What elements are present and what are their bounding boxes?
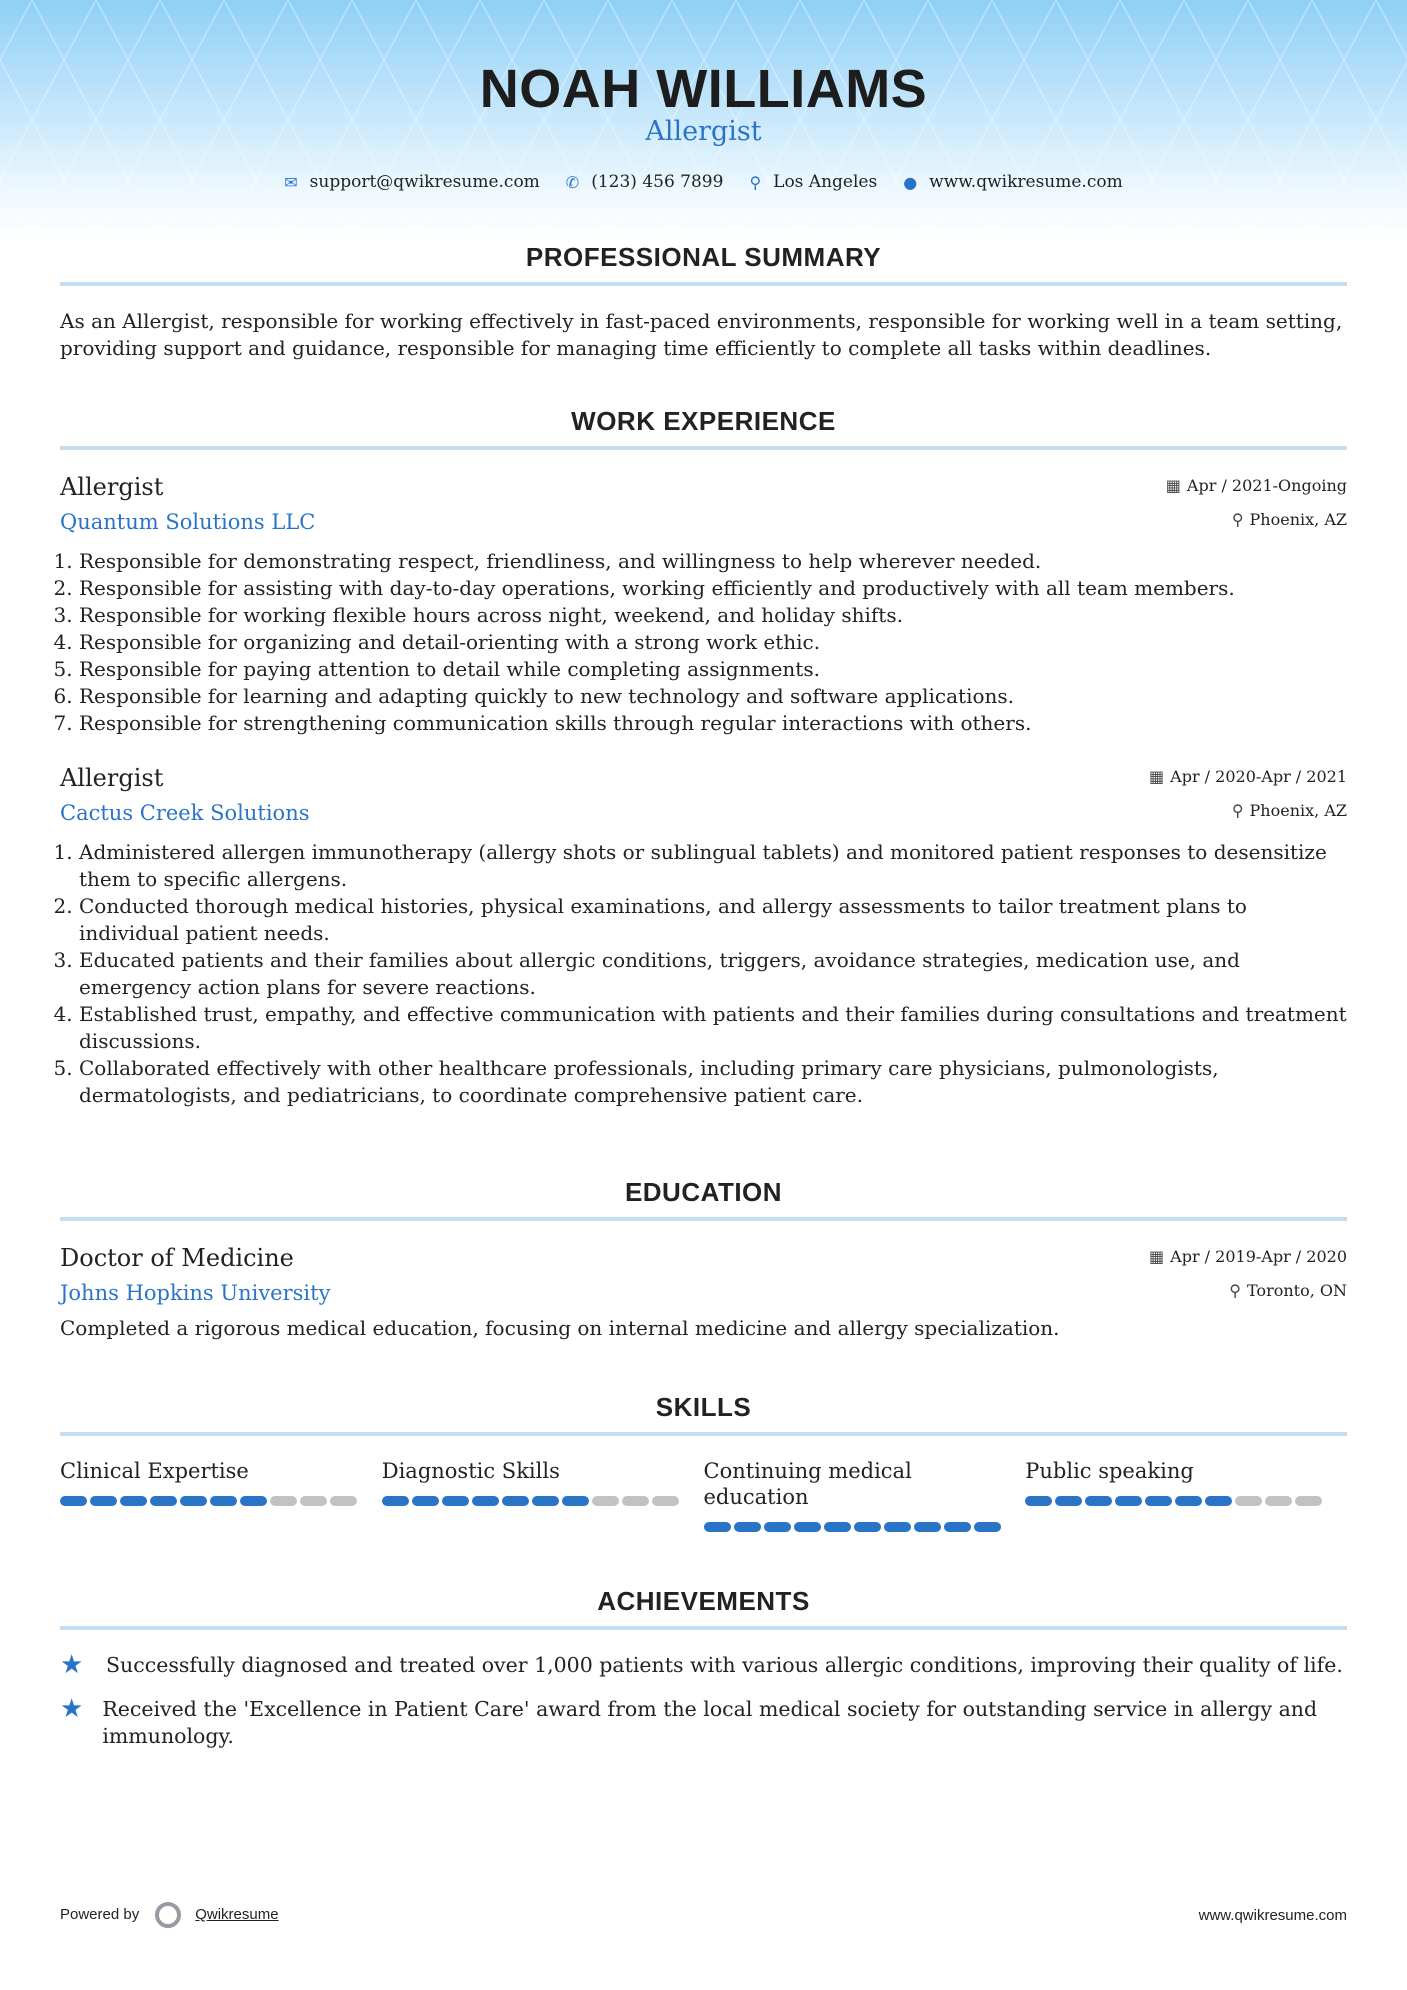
- pin-icon: ⚲: [1231, 510, 1244, 529]
- rating-dot: [412, 1496, 439, 1506]
- list-item: 2. Conducted thorough medical histories, physical examinations, and allergy assessments to tailor treatment plans to individual patient needs.: [79, 893, 1347, 947]
- brand-link[interactable]: Qwikresume: [195, 1905, 279, 1923]
- responsibility-list: [60, 839, 1347, 1109]
- powered-by: Powered by: [60, 1905, 140, 1923]
- job-title: Allergist: [60, 764, 164, 792]
- rating-dot: [914, 1522, 941, 1532]
- list-item: 5. Responsible for paying attention to detail while completing assignments.: [79, 656, 1347, 683]
- rating-dot: [1085, 1496, 1112, 1506]
- list-item: 2. Responsible for assisting with day-to-day operations, working efficiently and productively with all team members.: [79, 575, 1347, 602]
- map-pin-icon: ⚲: [749, 172, 762, 192]
- skills-section: [60, 1386, 1347, 1532]
- list-item: 4. Responsible for organizing and detail-orienting with a strong work ethic.: [79, 629, 1347, 656]
- job-dates: ▦ Apr / 2020-Apr / 2021: [1149, 767, 1347, 786]
- job-title: Allergist: [60, 473, 164, 501]
- skill-rating: [382, 1496, 704, 1506]
- rating-dot: [90, 1496, 117, 1506]
- achievement-item: ★ Received the 'Excellence in Patient Care' award from the local medical society for outstanding service in allergy and immunology.: [60, 1694, 1318, 1748]
- school: Johns Hopkins University: [60, 1281, 331, 1305]
- section-heading: SKILLS: [655, 1392, 752, 1422]
- section-heading: WORK EXPERIENCE: [571, 406, 836, 436]
- list-item: 4. Established trust, empathy, and effective communication with patients and their families during consultations and treatment discussions.: [79, 1001, 1347, 1055]
- list-item: 1. Administered allergen immunotherapy (allergy shots or sublingual tablets) and monitored patient responses to desensitize them to specific allergens.: [79, 839, 1347, 893]
- list-item: 7. Responsible for strengthening communication skills through regular interactions with others.: [79, 710, 1347, 737]
- pin-icon: ⚲: [1231, 801, 1244, 820]
- phone: (123) 456 7899: [591, 172, 724, 192]
- skill-name: Clinical Expertise: [60, 1459, 249, 1483]
- location: Los Angeles: [773, 172, 878, 192]
- divider: [60, 1432, 1347, 1436]
- divider: [60, 282, 1347, 286]
- rating-dot: [824, 1522, 851, 1532]
- skill-rating: [60, 1496, 382, 1506]
- skill-rating: [704, 1522, 1026, 1532]
- calendar-icon: ▦: [1149, 767, 1165, 786]
- footer: [60, 1902, 1347, 1928]
- rating-dot: [180, 1496, 207, 1506]
- section-heading: ACHIEVEMENTS: [597, 1586, 810, 1616]
- divider: [60, 446, 1347, 450]
- skill-name: Continuing medical education: [703, 1459, 912, 1509]
- job-entry: [60, 472, 1347, 737]
- email-link[interactable]: support@qwikresume.com: [309, 172, 540, 192]
- education-section: [60, 1171, 1347, 1342]
- education-text: Completed a rigorous medical education, focusing on internal medicine and allergy specialization.: [60, 1316, 1060, 1340]
- company-name: Quantum Solutions LLC: [60, 510, 316, 534]
- rating-dot: [1055, 1496, 1082, 1506]
- skill-item: [60, 1458, 382, 1532]
- responsibility-list: [60, 548, 1347, 737]
- rating-dot: [1235, 1496, 1262, 1506]
- rating-dot: [1175, 1496, 1202, 1506]
- rating-dot: [442, 1496, 469, 1506]
- rating-dot: [794, 1522, 821, 1532]
- experience-section: [60, 400, 1347, 1109]
- job-entry: [60, 763, 1347, 1109]
- star-icon: ★: [60, 1694, 84, 1724]
- rating-dot: [622, 1496, 649, 1506]
- rating-dot: [652, 1496, 679, 1506]
- rating-dot: [300, 1496, 327, 1506]
- rating-dot: [240, 1496, 267, 1506]
- website-link[interactable]: www.qwikresume.com: [929, 172, 1123, 192]
- rating-dot: [210, 1496, 237, 1506]
- rating-dot: [1265, 1496, 1292, 1506]
- candidate-name: NOAH WILLIAMS: [479, 59, 928, 119]
- rating-dot: [1145, 1496, 1172, 1506]
- envelope-icon: ✉: [284, 172, 298, 192]
- rating-dot: [854, 1522, 881, 1532]
- education-location: ⚲ Toronto, ON: [1229, 1281, 1347, 1300]
- rating-dot: [884, 1522, 911, 1532]
- rating-dot: [472, 1496, 499, 1506]
- skill-name: Diagnostic Skills: [381, 1459, 560, 1483]
- skill-item: [704, 1458, 1026, 1532]
- divider: [60, 1217, 1347, 1221]
- phone-icon: ✆: [565, 172, 580, 192]
- rating-dot: [592, 1496, 619, 1506]
- list-item: 5. Collaborated effectively with other healthcare professionals, including primary care physicians, pulmonologists, dermatologists, and pediatricians, to coordinate comprehensive patient care.: [79, 1055, 1347, 1109]
- skill-item: [382, 1458, 704, 1532]
- rating-dot: [270, 1496, 297, 1506]
- rating-dot: [150, 1496, 177, 1506]
- contact-bar: [0, 172, 1407, 192]
- rating-dot: [764, 1522, 791, 1532]
- job-location: ⚲ Phoenix, AZ: [1231, 801, 1347, 820]
- calendar-icon: ▦: [1165, 476, 1181, 495]
- star-icon: ★: [60, 1650, 84, 1680]
- pin-icon: ⚲: [1229, 1281, 1241, 1300]
- job-location: ⚲ Phoenix, AZ: [1231, 510, 1347, 529]
- rating-dot: [1295, 1496, 1322, 1506]
- header-banner: [0, 0, 1407, 240]
- footer-site[interactable]: www.qwikresume.com: [1198, 1906, 1347, 1924]
- section-heading: EDUCATION: [624, 1177, 783, 1207]
- list-item: 6. Responsible for learning and adapting quickly to new technology and software applications.: [79, 683, 1347, 710]
- achievement-item: ★ Successfully diagnosed and treated over 1,000 patients with various allergic conditions, improving their quality of life.: [60, 1650, 1343, 1680]
- rating-dot: [382, 1496, 409, 1506]
- rating-dot: [974, 1522, 1001, 1532]
- divider: [60, 1626, 1347, 1630]
- skill-rating: [1025, 1496, 1347, 1506]
- rating-dot: [60, 1496, 87, 1506]
- rating-dot: [944, 1522, 971, 1532]
- job-dates: ▦ Apr / 2021-Ongoing: [1165, 476, 1347, 495]
- achievements-section: [60, 1580, 1347, 1750]
- summary-section: [60, 236, 1347, 362]
- rating-dot: [532, 1496, 559, 1506]
- rating-dot: [1025, 1496, 1052, 1506]
- company-name: Cactus Creek Solutions: [60, 801, 310, 825]
- rating-dot: [120, 1496, 147, 1506]
- rating-dot: [704, 1522, 731, 1532]
- list-item: 3. Educated patients and their families about allergic conditions, triggers, avoidance strategies, medication use, and emergency action plans for severe reactions.: [79, 947, 1347, 1001]
- rating-dot: [330, 1496, 357, 1506]
- qwikresume-logo-icon: [155, 1902, 181, 1928]
- degree: Doctor of Medicine: [60, 1244, 294, 1272]
- candidate-role: Allergist: [645, 116, 762, 147]
- rating-dot: [502, 1496, 529, 1506]
- summary-text: As an Allergist, responsible for working effectively in fast-paced environments, responsible for working well in a team setting, providing support and guidance, responsible for managing time efficiently to complete all tasks within deadlines.: [60, 309, 1343, 360]
- list-item: 1. Responsible for demonstrating respect, friendliness, and willingness to help wherever needed.: [79, 548, 1347, 575]
- rating-dot: [734, 1522, 761, 1532]
- calendar-icon: ▦: [1149, 1247, 1165, 1266]
- skill-item: [1025, 1458, 1347, 1532]
- rating-dot: [562, 1496, 589, 1506]
- education-dates: ▦ Apr / 2019-Apr / 2020: [1149, 1247, 1347, 1266]
- list-item: 3. Responsible for working flexible hours across night, weekend, and holiday shifts.: [79, 602, 1347, 629]
- rating-dot: [1115, 1496, 1142, 1506]
- rating-dot: [1205, 1496, 1232, 1506]
- globe-icon: ●: [903, 172, 918, 192]
- skill-name: Public speaking: [1025, 1459, 1194, 1483]
- section-heading: PROFESSIONAL SUMMARY: [525, 242, 882, 272]
